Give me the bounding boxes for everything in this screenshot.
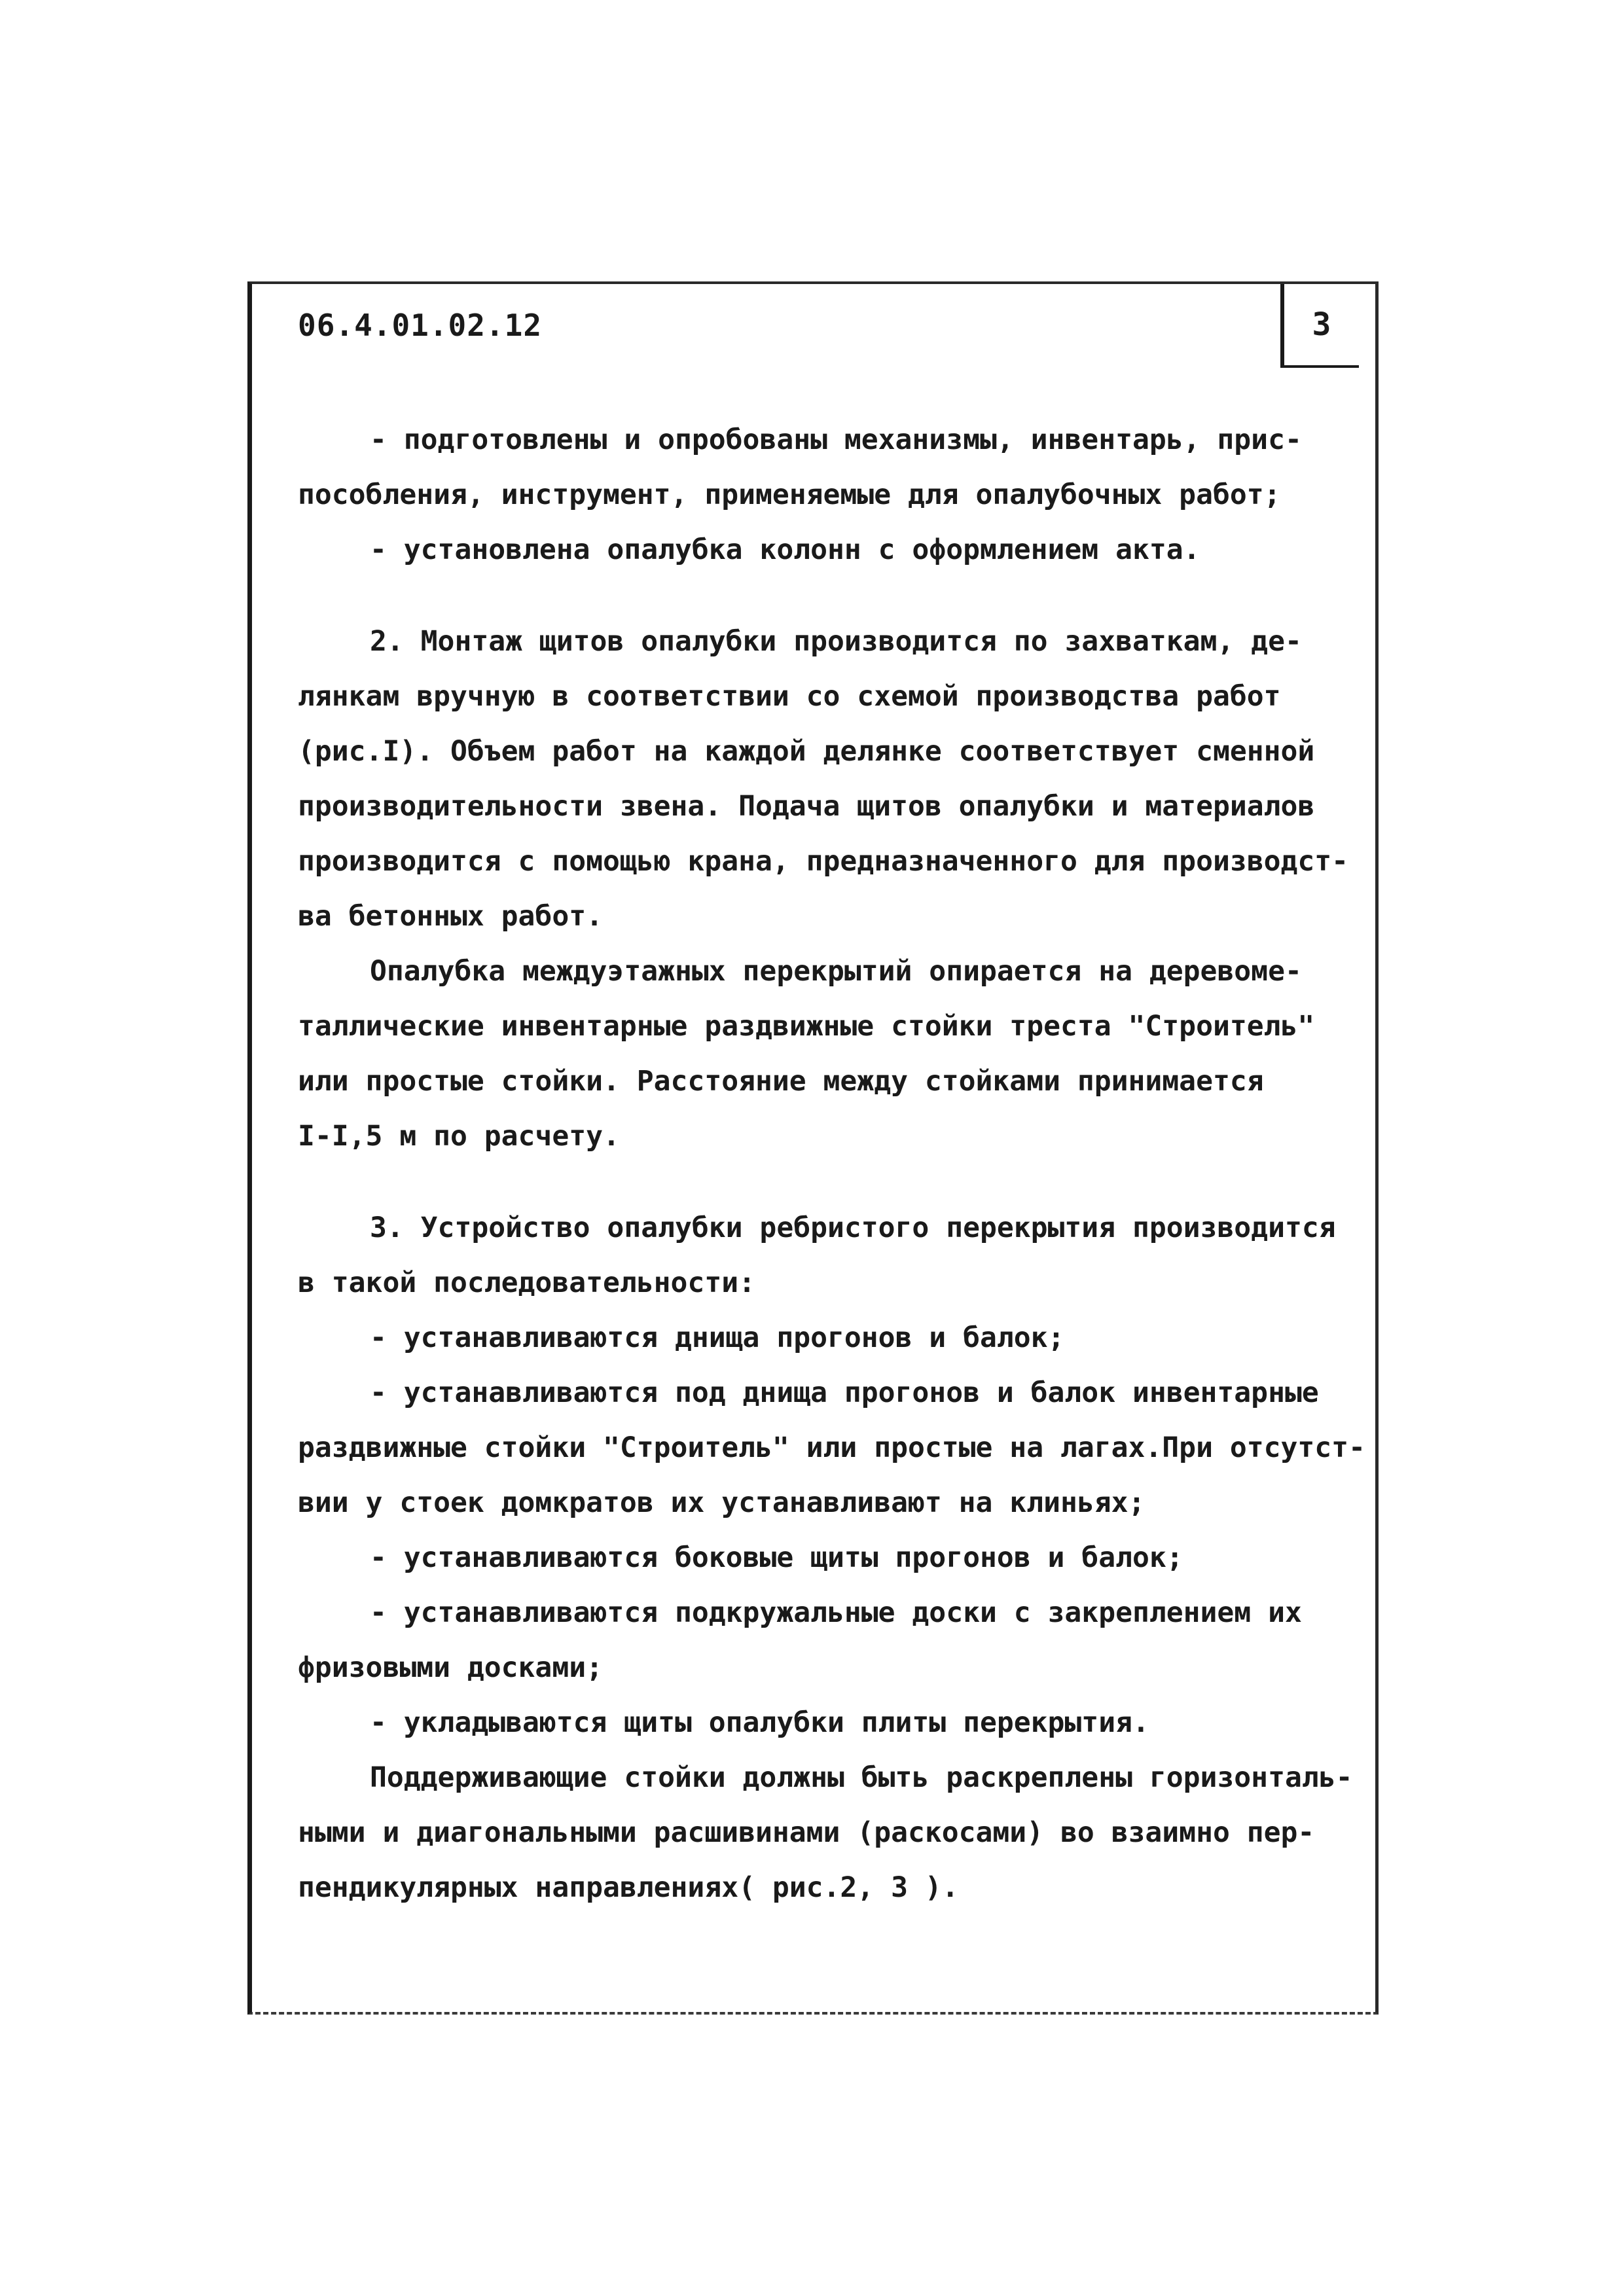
text-line: I-I,5 м по расчету. bbox=[298, 1120, 620, 1153]
text-line: ва бетонных работ. bbox=[298, 900, 603, 933]
paragraph-gap bbox=[298, 577, 1358, 614]
text-line: - устанавливаются боковые щиты прогонов и балок; bbox=[370, 1541, 1183, 1574]
document-code: 06.4.01.02.12 bbox=[298, 308, 543, 343]
text-line: (рис.I). Объем работ на каждой делянке соответствует сменной bbox=[298, 735, 1315, 768]
text-line: Опалубка междуэтажных перекрытий опирается на деревоме- bbox=[370, 955, 1302, 988]
page-number: 3 bbox=[1312, 306, 1331, 343]
text-line: пендикулярных направлениях( рис.2, 3 ). bbox=[298, 1871, 959, 1904]
text-line: - подготовлены и опробованы механизмы, инвентарь, прис- bbox=[370, 423, 1302, 456]
text-line: таллические инвентарные раздвижные стойки треста "Строитель" bbox=[298, 1010, 1315, 1043]
text-line: Поддерживающие стойки должны быть раскреплены горизонталь- bbox=[370, 1761, 1353, 1794]
text-line: - устанавливаются под днища прогонов и балок инвентарные bbox=[370, 1376, 1319, 1409]
text-line: - устанавливаются подкружальные доски с закреплением их bbox=[370, 1596, 1302, 1629]
text-line: - укладываются щиты опалубки плиты перекрытия. bbox=[370, 1706, 1149, 1739]
page-number-box bbox=[1280, 284, 1359, 368]
text-line: производится с помощью крана, предназначенного для производст- bbox=[298, 845, 1349, 878]
text-line: лянкам вручную в соответствии со схемой производства работ bbox=[298, 680, 1281, 713]
text-line: - устанавливаются днища прогонов и балок; bbox=[370, 1321, 1065, 1354]
document-body bbox=[298, 412, 1365, 1915]
text-line: 2. Монтаж щитов опалубки производится по захваткам, де- bbox=[370, 625, 1302, 658]
text-line: 3. Устройство опалубки ребристого перекрытия производится bbox=[370, 1211, 1336, 1244]
text-line: - установлена опалубка колонн с оформлением акта. bbox=[370, 533, 1200, 566]
text-line: вии у стоек домкратов их устанавливают на клиньях; bbox=[298, 1486, 1146, 1519]
text-line: пособления, инструмент, применяемые для опалубочных работ; bbox=[298, 478, 1281, 511]
text-line: ными и диагональными расшивинами (раскосами) во взаимно пер- bbox=[298, 1816, 1315, 1849]
text-line: раздвижные стойки "Строитель" или простые на лагах.При отсутст- bbox=[298, 1431, 1365, 1464]
text-line: фризовыми досками; bbox=[298, 1651, 603, 1684]
paragraph-gap bbox=[298, 1164, 1358, 1200]
text-line: в такой последовательности: bbox=[298, 1266, 755, 1299]
text-line: производительности звена. Подача щитов опалубки и материалов bbox=[298, 790, 1315, 823]
text-line: или простые стойки. Расстояние между стойками принимается bbox=[298, 1065, 1264, 1098]
